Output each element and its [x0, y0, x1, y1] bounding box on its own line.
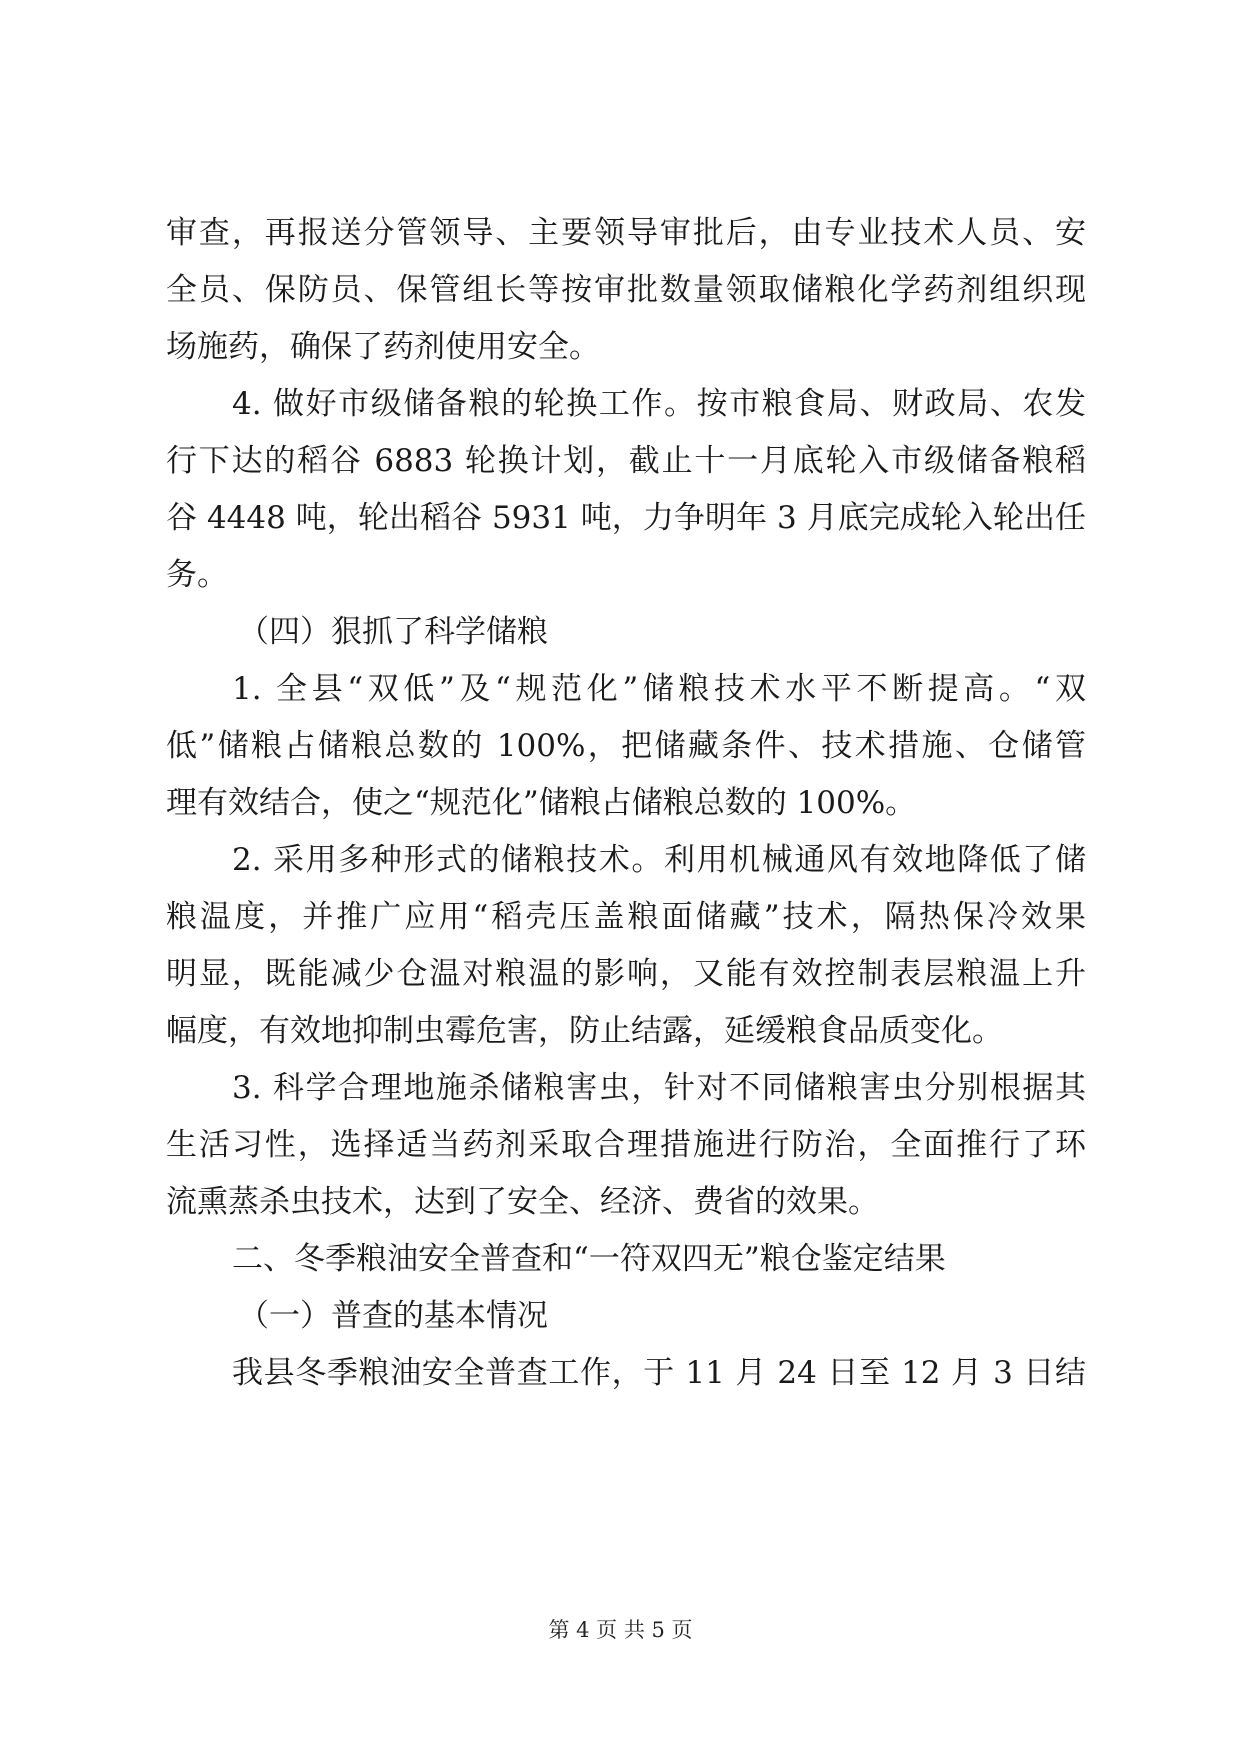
section-heading: （一）普查的基本情况	[238, 1298, 548, 1334]
text-line: 审查，再报送分管领导、主要领导审批后，由专业技术人员、安	[166, 215, 1086, 251]
text-line: 生活习性，选择适当药剂采取合理措施进行防治，全面推行了环	[166, 1127, 1086, 1163]
page-footer: 第 4 页 共 5 页	[548, 1618, 693, 1642]
text-line: 幅度，有效地抑制虫霉危害，防止结露，延缓粮食品质变化。	[166, 1013, 1003, 1049]
text-line: 全员、保防员、保管组长等按审批数量领取储粮化学药剂组织现	[166, 272, 1086, 308]
text-line: 场施药，确保了药剂使用安全。	[166, 329, 600, 365]
text-line: 粮温度，并推广应用“稻壳压盖粮面储藏”技术，隔热保冷效果	[166, 899, 1086, 935]
text-line: 务。	[166, 557, 228, 593]
text-line: 2. 采用多种形式的储粮技术。利用机械通风有效地降低了储	[232, 842, 1086, 878]
text-line: 低”储粮占储粮总数的 100%，把储藏条件、技术措施、仓储管	[166, 728, 1086, 764]
section-heading: （四）狠抓了科学储粮	[238, 614, 548, 650]
text-line: 理有效结合，使之“规范化”储粮占储粮总数的 100%。	[166, 785, 917, 821]
text-line: 流熏蒸杀虫技术，达到了安全、经济、费省的效果。	[166, 1184, 879, 1220]
text-line: 行下达的稻谷 6883 轮换计划，截止十一月底轮入市级储备粮稻	[166, 443, 1086, 479]
text-line: 1. 全县“双低”及“规范化”储粮技术水平不断提高。“双	[232, 671, 1086, 707]
text-line: 我县冬季粮油安全普查工作，于 11 月 24 日至 12 月 3 日结	[232, 1355, 1086, 1391]
section-heading: 二、冬季粮油安全普查和“一符双四无”粮仓鉴定结果	[232, 1241, 946, 1277]
text-line: 明显，既能减少仓温对粮温的影响，又能有效控制表层粮温上升	[166, 956, 1086, 992]
text-line: 4. 做好市级储备粮的轮换工作。按市粮食局、财政局、农发	[232, 386, 1086, 422]
text-line: 3. 科学合理地施杀储粮害虫，针对不同储粮害虫分别根据其	[232, 1070, 1086, 1106]
text-line: 谷 4448 吨，轮出稻谷 5931 吨，力争明年 3 月底完成轮入轮出任	[166, 500, 1086, 536]
